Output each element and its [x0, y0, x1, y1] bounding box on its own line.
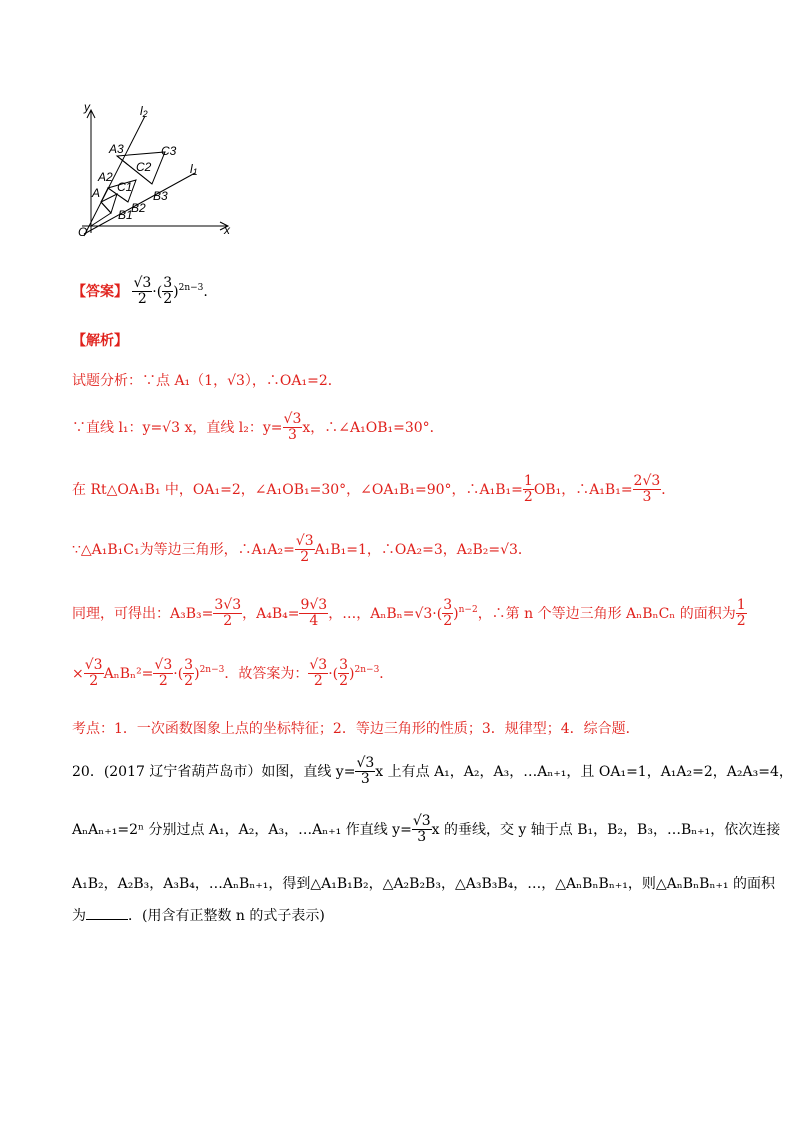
point-c3-label: C3: [161, 144, 177, 158]
point-b3-label: B3: [153, 189, 168, 203]
line-l2-label: $l_2$: [140, 104, 148, 119]
analysis-line-5: 同理，可得出：A₃B₃= $\frac{3√3}{2}$ ，A₄B₄= $\frac{9√3}{4}$ ，…，AₙBₙ=√3·( $\frac{3}{2}$ )$^{n-2}$，∴第 n 个等边三角形 AₙBₙCₙ 的面积为 $\frac{1}{2}$: [72, 597, 746, 630]
problem20-line-4: 为 ．(用含有正整数 n 的式子表示): [72, 908, 325, 924]
point-a1-label: A: [92, 186, 101, 200]
analysis-line-3: 在 Rt△OA₁B₁ 中，OA₁=2，∠A₁OB₁=30°，∠OA₁B₁=90°，∴A₁B₁= $\frac{1}{2}$ OB₁，∴A₁B₁= $\frac{2√3}{3}$ ．: [72, 473, 676, 506]
point-a3-label: A3: [109, 142, 124, 156]
answer-label: 【答案】: [72, 283, 128, 300]
point-c1-label: C1: [117, 180, 133, 194]
x-axis-label: x: [224, 223, 230, 237]
coordinate-diagram: [70, 98, 245, 248]
origin-label: O: [78, 225, 88, 239]
problem20-line-2: AₙAₙ₊₁=2ⁿ 分别过点 A₁，A₂，A₃，…Aₙ₊₁ 作直线 y= $\frac{√3}{3}$ x 的垂线，交 y 轴于点 B₁，B₂，B₃，…Bₙ₊₁，依次连接: [72, 813, 781, 846]
answer-blank: [86, 919, 128, 920]
point-c2-label: C2: [136, 160, 152, 174]
analysis-keypoints: 考点：1．一次函数图象上点的坐标特征；2．等边三角形的性质；3．规律型；4．综合题．: [72, 721, 640, 737]
answer-fraction-1: $\frac{√3}{2}$: [133, 275, 152, 308]
line-l2: [84, 116, 145, 236]
point-b1-label: B1: [118, 208, 133, 222]
problem20-line-1: 20．(2017 辽宁省葫芦岛市）如图，直线 y= $\frac{√3}{3}$ x 上有点 A₁，A₂，A₃，…Aₙ₊₁，且 OA₁=1，A₁A₂=2，A₂A₃=4，: [72, 755, 793, 788]
answer-fraction-2: $\frac{3}{2}$: [163, 275, 173, 308]
analysis-line-2: ∵直线 l₁：y=√3 x，直线 l₂：y= $\frac{√3}{3}$ x，∴∠A₁OB₁=30°．: [72, 411, 444, 444]
point-b2-label: B2: [131, 201, 146, 215]
analysis-line-1: 试题分析：∵点 A₁（1，√3），∴OA₁=2．: [72, 373, 342, 389]
point-a2-label: A2: [98, 170, 113, 184]
analysis-line-6: × $\frac{√3}{2}$ AₙBₙ²= $\frac{√3}{2}$ ·( $\frac{3}{2}$ )$^{2n-3}$．故答案为： $\frac{√3}{2}$ ·( $\frac{3}{2}$ )$^{2n-3}$．: [72, 657, 394, 690]
analysis-label: 【解析】: [72, 333, 128, 349]
problem20-line-3: A₁B₂，A₂B₃，A₃B₄，…AₙBₙ₊₁，得到△A₁B₁B₂，△A₂B₂B₃，△A₃B₃B₄，…，△AₙBₙBₙ₊₁，则△AₙBₙBₙ₊₁ 的面积: [72, 876, 775, 892]
line-l1-label: $l_1$: [190, 162, 198, 177]
answer-line: 【答案】 $\frac{√3}{2}$ ·( $\frac{3}{2}$ )$^{2n-3}$.: [72, 275, 208, 308]
analysis-line-4: ∵△A₁B₁C₁为等边三角形，∴A₁A₂= $\frac{√3}{2}$ A₁B₁=1，∴OA₂=3，A₂B₂=√3．: [72, 533, 532, 566]
y-axis-label: y: [84, 100, 90, 114]
geometry-figure: [70, 98, 245, 252]
